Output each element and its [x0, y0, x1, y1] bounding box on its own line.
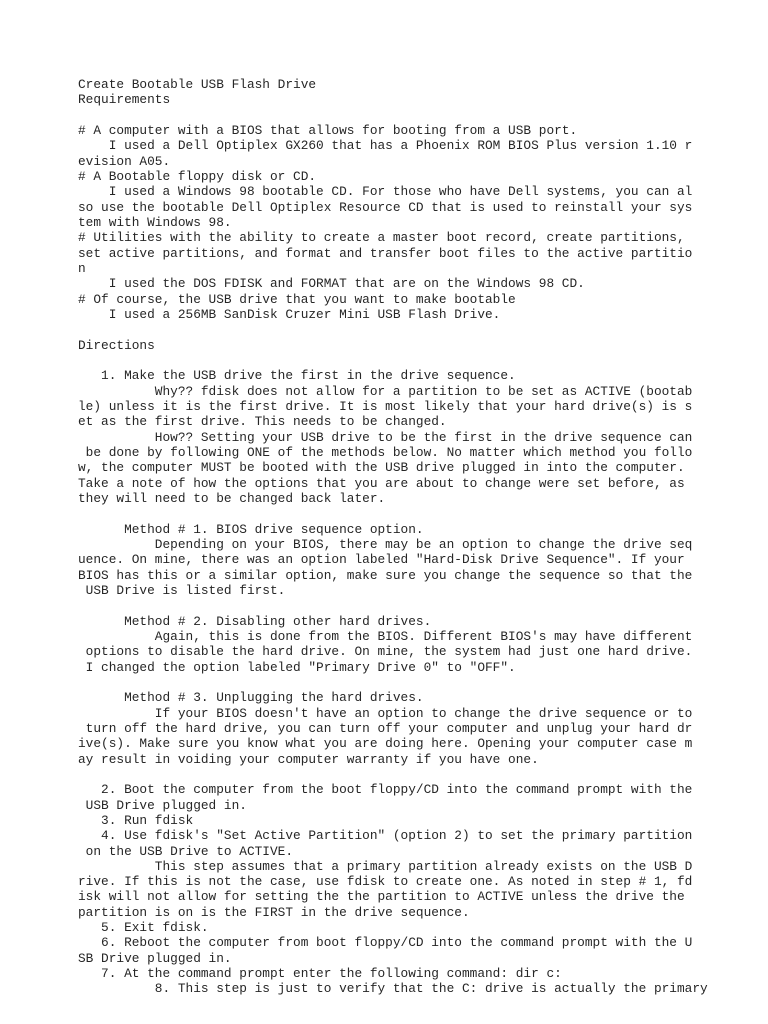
- text-line: options to disable the hard drive. On mine, the system had just one hard drive.: [78, 644, 693, 660]
- text-line: be done by following ONE of the methods below. No matter which method you follo: [78, 444, 693, 460]
- text-line: This step assumes that a primary partition already exists on the USB D: [78, 858, 693, 874]
- text-line: ay result in voiding your computer warranty if you have one.: [78, 751, 539, 767]
- text-line: 7. At the command prompt enter the following command: dir c:: [78, 966, 562, 982]
- text-line: 3. Run fdisk: [78, 812, 194, 828]
- text-line: Requirements: [78, 92, 171, 108]
- text-line: Method # 1. BIOS drive sequence option.: [78, 521, 424, 537]
- text-line: SB Drive plugged in.: [78, 950, 232, 966]
- text-line: et as the first drive. This needs to be changed.: [78, 414, 447, 430]
- text-line: Why?? fdisk does not allow for a partition to be set as ACTIVE (bootab: [78, 383, 693, 399]
- text-line: I used a 256MB SanDisk Cruzer Mini USB Flash Drive.: [78, 306, 501, 322]
- text-line: I used the DOS FDISK and FORMAT that are on the Windows 98 CD.: [78, 276, 585, 292]
- text-line: How?? Setting your USB drive to be the first in the drive sequence can: [78, 429, 693, 445]
- text-line: Directions: [78, 337, 155, 353]
- text-line: Method # 2. Disabling other hard drives.: [78, 613, 432, 629]
- text-line: 8. This step is just to verify that the C: drive is actually the primary: [78, 981, 708, 997]
- text-line: 4. Use fdisk's "Set Active Partition" (option 2) to set the primary partition: [78, 828, 693, 844]
- text-line: # Utilities with the ability to create a master boot record, create partitions,: [78, 230, 685, 246]
- text-line: # A computer with a BIOS that allows for booting from a USB port.: [78, 122, 578, 138]
- text-line: they will need to be changed back later.: [78, 490, 386, 506]
- text-line: USB Drive is listed first.: [78, 582, 286, 598]
- text-line: I used a Windows 98 bootable CD. For those who have Dell systems, you can al: [78, 184, 693, 200]
- text-line: n: [78, 260, 86, 276]
- text-line: I used a Dell Optiplex GX260 that has a Phoenix ROM BIOS Plus version 1.10 r: [78, 138, 693, 154]
- text-line: 2. Boot the computer from the boot floppy/CD into the command prompt with the: [78, 782, 693, 798]
- text-line: BIOS has this or a similar option, make sure you change the sequence so that the: [78, 567, 693, 583]
- text-line: 1. Make the USB drive the first in the drive sequence.: [78, 368, 516, 384]
- text-line: w, the computer MUST be booted with the USB drive plugged in into the computer.: [78, 460, 685, 476]
- text-line: If your BIOS doesn't have an option to change the drive sequence or to: [78, 705, 693, 721]
- text-line: Create Bootable USB Flash Drive: [78, 77, 317, 92]
- text-line: set active partitions, and format and transfer boot files to the active partitio: [78, 245, 693, 261]
- text-line: Again, this is done from the BIOS. Different BIOS's may have different: [78, 628, 693, 644]
- text-line: I changed the option labeled "Primary Drive 0" to "OFF".: [78, 659, 516, 675]
- text-line: evision A05.: [78, 153, 171, 169]
- text-line: USB Drive plugged in.: [78, 797, 247, 813]
- text-line: Depending on your BIOS, there may be an option to change the drive seq: [78, 536, 693, 552]
- text-line: isk will not allow for setting the the partition to ACTIVE unless the drive the: [78, 889, 685, 905]
- text-line: on the USB Drive to ACTIVE.: [78, 843, 294, 859]
- text-line: partition is on is the FIRST in the drive sequence.: [78, 904, 470, 920]
- text-line: 6. Reboot the computer from boot floppy/CD into the command prompt with the U: [78, 935, 693, 951]
- text-line: Take a note of how the options that you are about to change were set before, as: [78, 475, 685, 491]
- text-line: # Of course, the USB drive that you want to make bootable: [78, 291, 516, 307]
- text-line: rive. If this is not the case, use fdisk to create one. As noted in step # 1, fd: [78, 874, 693, 890]
- text-line: le) unless it is the first drive. It is most likely that your hard drive(s) is s: [78, 398, 693, 414]
- text-line: so use the bootable Dell Optiplex Resource CD that is used to reinstall your sys: [78, 199, 693, 215]
- text-line: # A Bootable floppy disk or CD.: [78, 168, 317, 184]
- text-line: 5. Exit fdisk.: [78, 920, 209, 936]
- text-line: uence. On mine, there was an option labeled "Hard-Disk Drive Sequence". If your: [78, 552, 685, 568]
- text-line: tem with Windows 98.: [78, 214, 232, 230]
- text-line: Method # 3. Unplugging the hard drives.: [78, 690, 424, 706]
- text-line: ive(s). Make sure you know what you are doing here. Opening your computer case m: [78, 736, 693, 752]
- text-line: turn off the hard drive, you can turn off your computer and unplug your hard dr: [78, 720, 693, 736]
